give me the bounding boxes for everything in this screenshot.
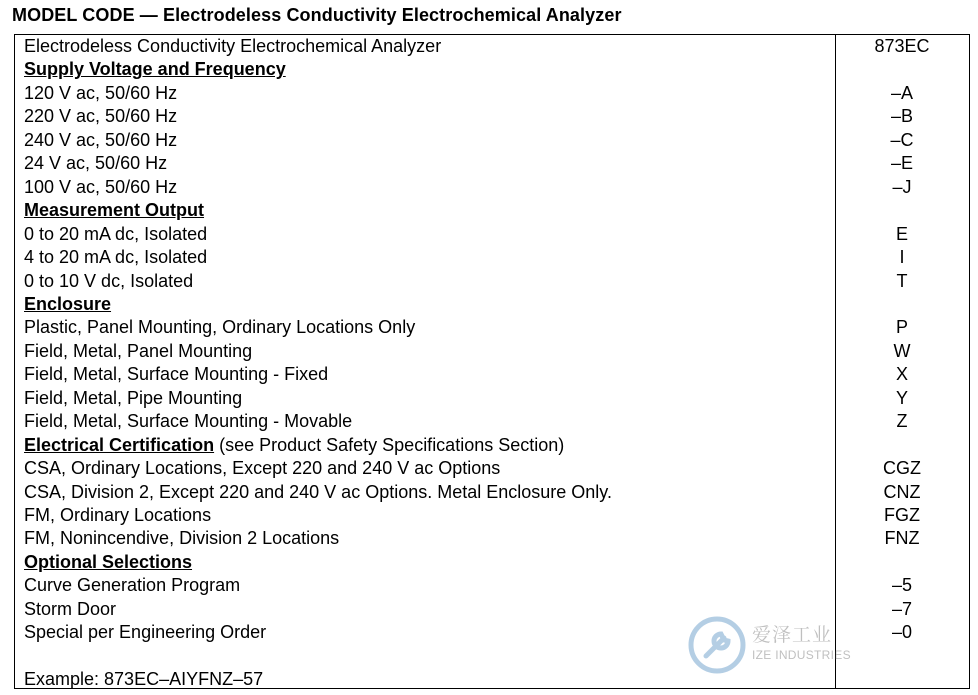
option-description: FM, Nonincendive, Division 2 Locations (24, 528, 340, 549)
option-description: 100 V ac, 50/60 Hz (24, 176, 178, 197)
section-heading-label: Supply Voltage and Frequency (24, 59, 286, 80)
section-heading (24, 199, 204, 222)
option-code: X (895, 364, 908, 385)
option-description: Example: 873EC–AIYFNZ–57 (24, 669, 264, 690)
section-heading-label: Measurement Output (24, 200, 205, 221)
section-heading-label: Electrical Certification (24, 434, 215, 455)
option-code: –0 (891, 622, 913, 643)
section-heading (24, 293, 111, 316)
watermark-text-en: IZE INDUSTRIES (752, 648, 851, 662)
option-description: Field, Metal, Panel Mounting (24, 340, 253, 361)
option-description: 0 to 20 mA dc, Isolated (24, 223, 208, 244)
table-row (15, 340, 969, 363)
section-heading-note: (see Product Safety Specifications Section) (214, 434, 565, 455)
option-code: FNZ (884, 528, 920, 549)
table-row (15, 270, 969, 293)
table-row (15, 387, 969, 410)
option-code: –A (890, 82, 914, 103)
section-heading-row (15, 551, 969, 574)
option-code: CNZ (883, 481, 921, 502)
section-heading-row (15, 199, 969, 222)
option-description: Storm Door (24, 598, 117, 619)
section-heading-row (15, 58, 969, 81)
wrench-circle-logo-icon (688, 616, 746, 674)
table-row (15, 527, 969, 550)
option-description: Field, Metal, Surface Mounting - Fixed (24, 364, 329, 385)
option-code: –B (890, 106, 914, 127)
table-row (15, 316, 969, 339)
table-row (15, 105, 969, 128)
table-row (15, 574, 969, 597)
option-description: FM, Ordinary Locations (24, 505, 212, 525)
option-description: Curve Generation Program (24, 575, 241, 596)
option-description: Plastic, Panel Mounting, Ordinary Locations Only (24, 317, 416, 338)
table-row (15, 82, 969, 105)
option-description: 240 V ac, 50/60 Hz (24, 129, 178, 150)
table-row (15, 481, 969, 504)
option-description: 120 V ac, 50/60 Hz (24, 82, 178, 103)
watermark (688, 614, 858, 676)
table-row (15, 504, 969, 527)
option-code: –E (890, 153, 914, 174)
table-row (15, 176, 969, 199)
table-row (15, 129, 969, 152)
table-row (15, 35, 969, 58)
option-code: –5 (891, 575, 913, 596)
section-heading (24, 551, 192, 574)
section-heading (24, 434, 564, 457)
section-heading-label: Optional Selections (24, 551, 193, 572)
option-description: 220 V ac, 50/60 Hz (24, 106, 178, 127)
option-code: Y (895, 387, 908, 408)
option-code: W (893, 340, 911, 361)
option-description: 4 to 20 mA dc, Isolated (24, 247, 208, 268)
section-heading (24, 58, 286, 81)
option-code: P (895, 317, 908, 338)
table-row (15, 152, 969, 175)
option-description: 24 V ac, 50/60 Hz (24, 153, 168, 174)
option-code: FGZ (884, 505, 920, 525)
option-code: 873EC (874, 36, 930, 56)
option-description: Special per Engineering Order (24, 622, 267, 643)
option-code: CGZ (883, 458, 921, 479)
table-row (15, 410, 969, 433)
option-description: Electrodeless Conductivity Electrochemical Analyzer (24, 36, 442, 56)
option-code: Z (896, 411, 908, 432)
table-row (15, 457, 969, 480)
model-code-table (14, 34, 970, 689)
option-description: Field, Metal, Pipe Mounting (24, 387, 243, 408)
section-heading-row (15, 293, 969, 316)
table-row (15, 363, 969, 386)
option-description: CSA, Division 2, Except 220 and 240 V ac Options. Metal Enclosure Only. (24, 481, 612, 502)
section-heading-label: Enclosure (24, 293, 112, 314)
option-code: –J (892, 176, 912, 197)
option-code: –7 (891, 598, 913, 619)
page-title: MODEL CODE — Electrodeless Conductivity Electrochemical Analyzer (12, 5, 622, 25)
option-description: CSA, Ordinary Locations, Except 220 and 240 V ac Options (24, 458, 501, 479)
option-description: 0 to 10 V dc, Isolated (24, 270, 194, 291)
watermark-text-cn: 爱泽工业 (752, 624, 833, 646)
option-code: E (895, 223, 908, 244)
option-code: T (896, 270, 908, 291)
option-description: Field, Metal, Surface Mounting - Movable (24, 411, 353, 432)
option-code: –C (890, 129, 914, 150)
table-row (15, 223, 969, 246)
option-code: I (899, 247, 905, 268)
section-heading-row (15, 434, 969, 457)
table-row (15, 246, 969, 269)
